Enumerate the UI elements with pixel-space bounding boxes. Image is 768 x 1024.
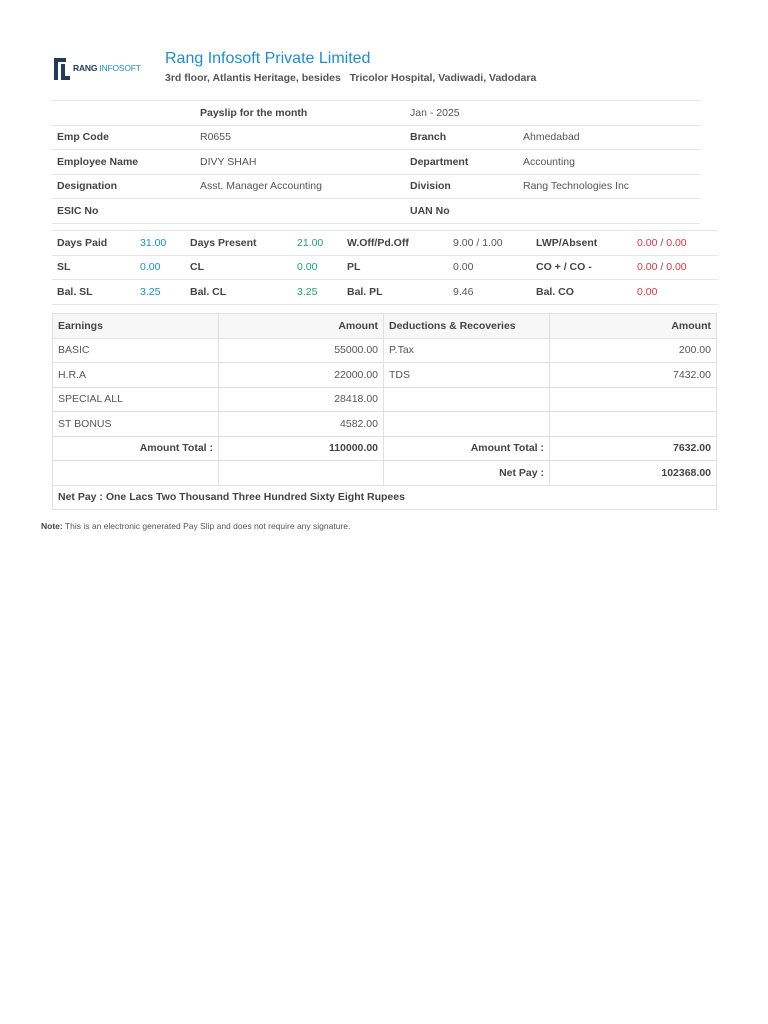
bal-cl-label: Bal. CL xyxy=(185,280,292,305)
table-row xyxy=(52,280,718,305)
table-row xyxy=(52,125,700,150)
days-paid-label: Days Paid xyxy=(52,231,135,256)
employee-name-label: Employee Name xyxy=(52,150,195,175)
deduction-name: TDS xyxy=(384,363,550,388)
company-logo xyxy=(52,56,152,82)
deduction-name: P.Tax xyxy=(384,338,550,363)
co-label: CO + / CO - xyxy=(531,255,632,280)
woff-value: 9.00 / 1.00 xyxy=(448,231,531,256)
table-header-row xyxy=(53,314,717,339)
co-separator: / xyxy=(657,261,667,274)
days-present-label: Days Present xyxy=(185,231,292,256)
empty-cell xyxy=(53,461,219,486)
branch-label: Branch xyxy=(405,125,518,150)
table-row xyxy=(52,199,700,224)
deduction-name xyxy=(384,387,550,412)
uan-label: UAN No xyxy=(405,199,518,224)
net-pay-row xyxy=(53,461,717,486)
deductions-header: Deductions & Recoveries xyxy=(384,314,550,339)
table-row xyxy=(53,363,717,388)
designation-label: Designation xyxy=(52,174,195,199)
lwp-value-1: 0.00 xyxy=(637,236,658,249)
employee-info-table xyxy=(52,100,700,224)
earnings-header: Earnings xyxy=(53,314,219,339)
pl-value: 0.00 xyxy=(448,255,531,280)
net-pay-words-row xyxy=(53,485,717,510)
cl-label: CL xyxy=(185,255,292,280)
earnings-deductions-table xyxy=(52,313,717,510)
table-row xyxy=(52,101,700,126)
earning-name: BASIC xyxy=(53,338,219,363)
deduction-amount: 200.00 xyxy=(550,338,717,363)
designation-value: Asst. Manager Accounting xyxy=(195,174,405,199)
table-row xyxy=(53,387,717,412)
earning-name: SPECIAL ALL xyxy=(53,387,219,412)
company-address: 3rd floor, Atlantis Heritage, besides Tricolor Hospital, Vadiwadi, Vadodara xyxy=(165,72,537,84)
note-text: This is an electronic generated Pay Slip and does not require any signature. xyxy=(62,521,351,531)
logo-mark-icon xyxy=(52,56,72,82)
department-label: Department xyxy=(405,150,518,175)
deduction-name xyxy=(384,412,550,437)
pl-label: PL xyxy=(342,255,448,280)
empty-cell xyxy=(52,101,195,126)
lwp-label: LWP/Absent xyxy=(531,231,632,256)
net-pay-label: Net Pay : xyxy=(384,461,550,486)
totals-row xyxy=(53,436,717,461)
deduction-total-value: 7632.00 xyxy=(550,436,717,461)
table-row xyxy=(52,255,718,280)
uan-value xyxy=(518,199,700,224)
deduction-total-label: Amount Total : xyxy=(384,436,550,461)
bal-co-label: Bal. CO xyxy=(531,280,632,305)
earning-amount: 55000.00 xyxy=(219,338,384,363)
bal-sl-label: Bal. SL xyxy=(52,280,135,305)
earning-name: ST BONUS xyxy=(53,412,219,437)
earning-total-label: Amount Total : xyxy=(53,436,219,461)
employee-name-value: DIVY SHAH xyxy=(195,150,405,175)
deduction-amount xyxy=(550,387,717,412)
sl-label: SL xyxy=(52,255,135,280)
department-value: Accounting xyxy=(518,150,700,175)
earning-total-value: 110000.00 xyxy=(219,436,384,461)
deductions-amount-header: Amount xyxy=(550,314,717,339)
lwp-value xyxy=(632,231,718,256)
bal-co-value: 0.00 xyxy=(632,280,718,305)
lwp-value-2: 0.00 xyxy=(666,236,687,249)
division-label: Division xyxy=(405,174,518,199)
earning-amount: 4582.00 xyxy=(219,412,384,437)
deduction-amount: 7432.00 xyxy=(550,363,717,388)
cl-value: 0.00 xyxy=(292,255,342,280)
bal-pl-label: Bal. PL xyxy=(342,280,448,305)
payslip-month-label: Payslip for the month xyxy=(195,101,405,126)
esic-label: ESIC No xyxy=(52,199,195,224)
payslip-header xyxy=(52,48,712,92)
earnings-amount-header: Amount xyxy=(219,314,384,339)
note-label: Note: xyxy=(41,521,63,531)
bal-cl-value: 3.25 xyxy=(292,280,342,305)
branch-value: Ahmedabad xyxy=(518,125,700,150)
table-row xyxy=(52,174,700,199)
co-value xyxy=(632,255,718,280)
earning-amount: 22000.00 xyxy=(219,363,384,388)
payslip-month-value: Jan - 2025 xyxy=(405,101,700,126)
table-row xyxy=(52,231,718,256)
esic-value xyxy=(195,199,405,224)
earning-name: H.R.A xyxy=(53,363,219,388)
emp-code-value: R0655 xyxy=(195,125,405,150)
net-pay-value: 102368.00 xyxy=(550,461,717,486)
division-value: Rang Technologies Inc xyxy=(518,174,700,199)
empty-cell xyxy=(219,461,384,486)
net-pay-in-words: Net Pay : One Lacs Two Thousand Three Hundred Sixty Eight Rupees xyxy=(53,485,717,510)
lwp-separator: / xyxy=(657,236,667,249)
company-name: Rang Infosoft Private Limited xyxy=(165,50,371,67)
deduction-amount xyxy=(550,412,717,437)
bal-sl-value: 3.25 xyxy=(135,280,185,305)
bal-pl-value: 9.46 xyxy=(448,280,531,305)
sl-value: 0.00 xyxy=(135,255,185,280)
emp-code-label: Emp Code xyxy=(52,125,195,150)
table-row xyxy=(53,412,717,437)
table-row xyxy=(53,338,717,363)
signature-note xyxy=(41,521,350,531)
days-present-value: 21.00 xyxy=(292,231,342,256)
co-value-1: 0.00 xyxy=(637,261,658,274)
co-value-2: 0.00 xyxy=(666,261,687,274)
days-paid-value: 31.00 xyxy=(135,231,185,256)
table-row xyxy=(52,150,700,175)
logo-text: RANG INFOSOFT xyxy=(73,63,141,73)
woff-label: W.Off/Pd.Off xyxy=(342,231,448,256)
attendance-table xyxy=(52,230,718,305)
earning-amount: 28418.00 xyxy=(219,387,384,412)
